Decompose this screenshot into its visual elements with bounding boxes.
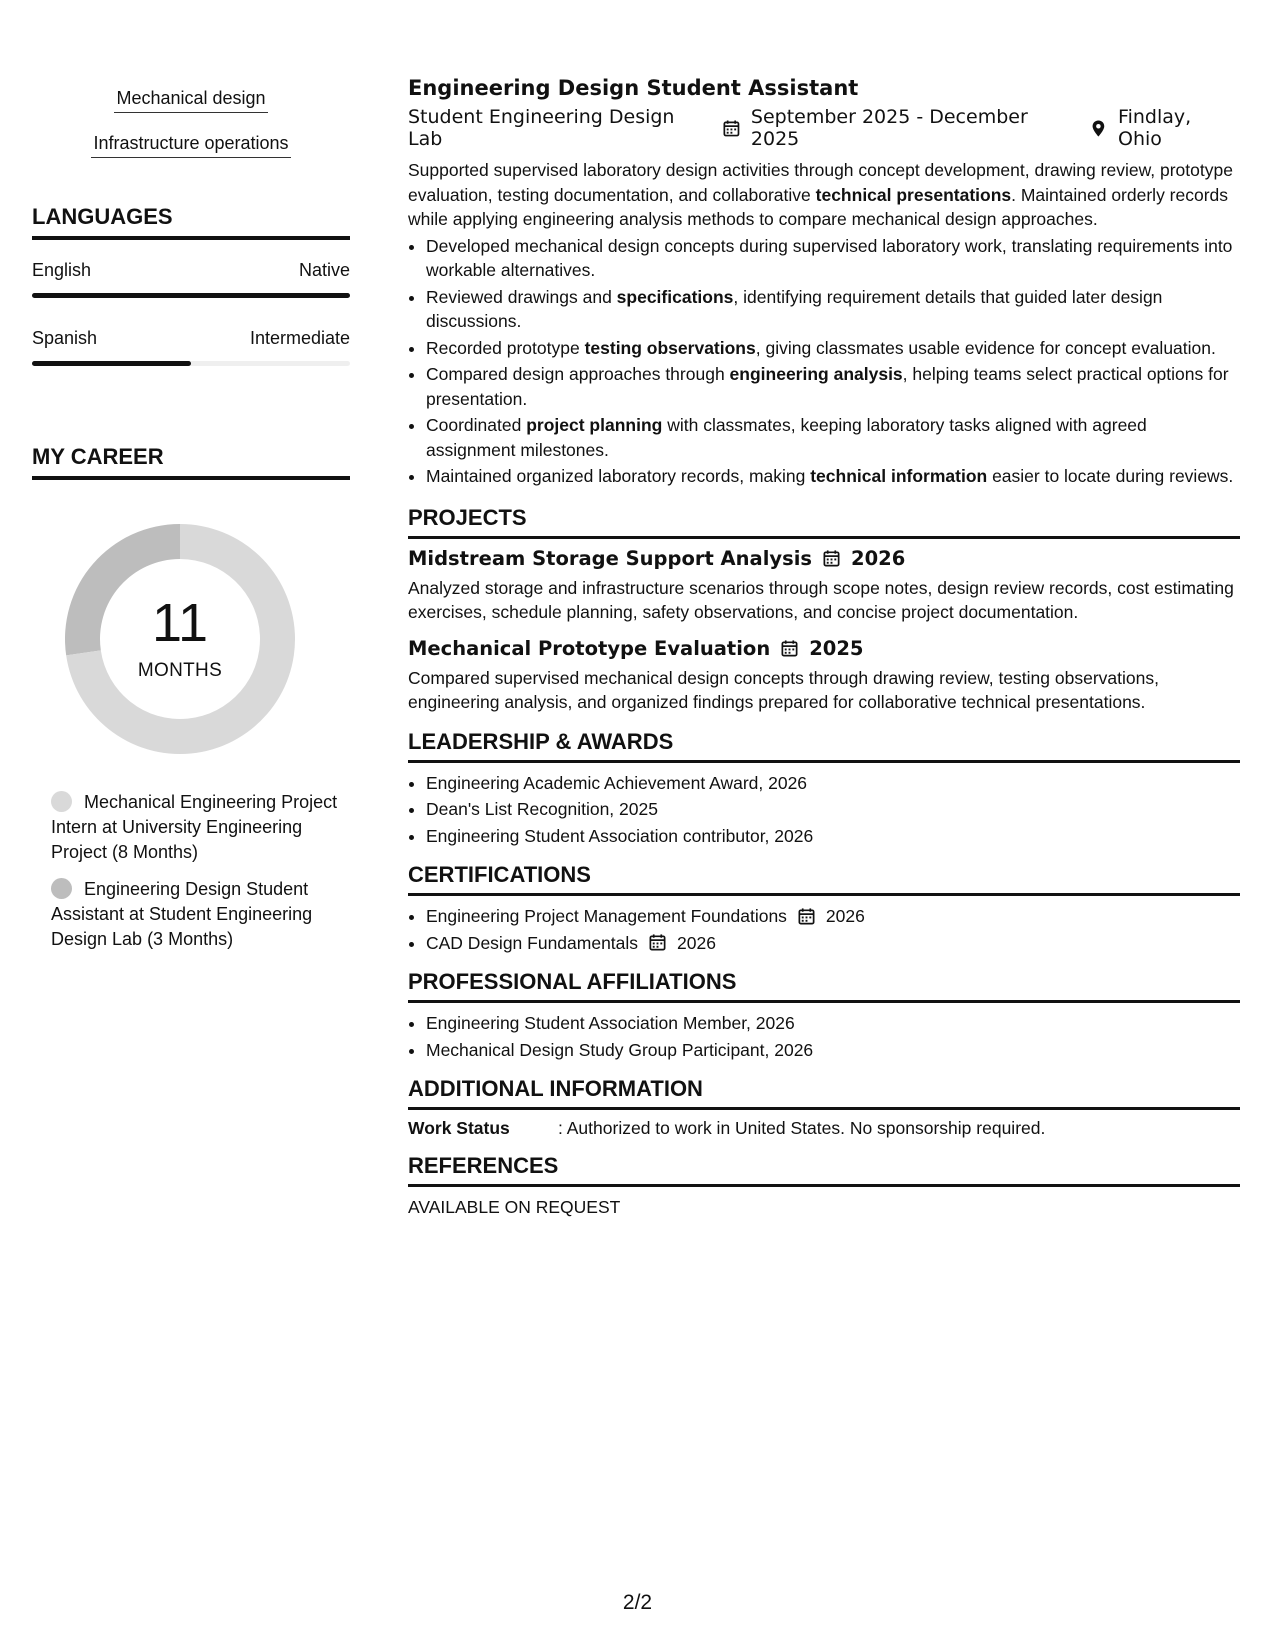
career-item-text: Mechanical Engineering Project Intern at University Engineering Project (8 Months) xyxy=(51,792,338,862)
project-item xyxy=(408,637,1240,715)
map-pin-icon xyxy=(1089,119,1108,138)
calendar-icon xyxy=(822,549,841,568)
skill-list xyxy=(32,84,350,174)
affiliation-item: • Engineering Student Association Member, 2026 xyxy=(426,1011,1240,1036)
certifications-list xyxy=(408,904,1240,955)
work-status-label: Work Status xyxy=(408,1118,510,1138)
skill-item: Mechanical design xyxy=(114,88,267,113)
certification-year: 2026 xyxy=(677,932,716,953)
body-text: with classmates, keeping laboratory tasks aligned with agreed assignment milestones. xyxy=(426,415,1147,460)
certification-item xyxy=(426,931,1240,956)
language-bar xyxy=(32,361,350,366)
award-item: • Engineering Academic Achievement Award, 2026 xyxy=(426,771,1240,796)
affiliations-list xyxy=(408,1011,1240,1062)
language-level: Intermediate xyxy=(249,328,350,348)
career-dot xyxy=(51,791,72,812)
certification-item xyxy=(426,904,1240,929)
body-text: Coordinated xyxy=(426,415,527,435)
project-item xyxy=(408,547,1240,625)
job-bullet xyxy=(426,413,1240,462)
career-total-value: 11 xyxy=(151,593,209,653)
project-description: Compared supervised mechanical design concepts through drawing review, testing observations, engineering analysis, and organized findings prepared for collaborative technical presentations. xyxy=(408,667,1159,712)
main-content xyxy=(408,76,1240,1218)
references-title: REFERENCES xyxy=(408,1153,1240,1187)
job-bullet xyxy=(426,464,1240,489)
projects-title: PROJECTS xyxy=(408,505,1240,539)
body-text: , helping teams select practical options for presentation. xyxy=(426,364,1229,409)
emphasis-text: project planning xyxy=(526,415,663,435)
emphasis-text: testing observations xyxy=(584,337,756,358)
languages-title: LANGUAGES xyxy=(32,204,350,240)
affiliations-title: PROFESSIONAL AFFILIATIONS xyxy=(408,969,1240,1003)
job-bullet xyxy=(426,285,1240,334)
emphasis-text: technical information xyxy=(810,466,988,486)
emphasis-text: engineering analysis xyxy=(729,364,903,384)
language-bar-fill xyxy=(32,361,191,366)
career-dot xyxy=(51,878,72,899)
career-donut xyxy=(65,524,295,754)
job-dates: September 2025 - December 2025 xyxy=(750,106,1028,150)
project-year: 2025 xyxy=(809,636,864,660)
awards-list xyxy=(408,771,1240,849)
career-item xyxy=(51,790,350,865)
project-year: 2026 xyxy=(851,546,906,570)
job-bullet xyxy=(426,234,1240,283)
emphasis-text: technical presentations xyxy=(815,184,1012,205)
career-item-text: Engineering Design Student Assistant at Student Engineering Design Lab (3 Months) xyxy=(51,879,313,949)
awards-title: LEADERSHIP & AWARDS xyxy=(408,729,1240,763)
project-name: Midstream Storage Support Analysis xyxy=(408,546,812,570)
job-bullets xyxy=(408,234,1240,489)
project-name: Mechanical Prototype Evaluation xyxy=(408,636,771,660)
job-bullet xyxy=(426,362,1240,411)
languages-section xyxy=(32,204,350,366)
references-text: AVAILABLE ON REQUEST xyxy=(408,1197,621,1217)
job-bullet xyxy=(426,336,1240,361)
body-text: , giving classmates usable evidence for concept evaluation. xyxy=(755,337,1216,358)
language-bar xyxy=(32,293,350,298)
career-total-unit: MONTHS xyxy=(137,660,223,681)
award-item: • Engineering Student Association contributor, 2026 xyxy=(426,824,1240,849)
calendar-icon xyxy=(780,639,799,658)
certification-year: 2026 xyxy=(825,906,865,926)
job-entry xyxy=(408,76,1240,489)
work-status-value: : Authorized to work in United States. No sponsorship required. xyxy=(558,1118,1046,1138)
body-text: Maintained organized laboratory records, making xyxy=(426,466,811,486)
calendar-icon xyxy=(722,119,741,138)
calendar-icon xyxy=(797,907,816,926)
body-text: Compared design approaches through xyxy=(426,364,730,384)
emphasis-text: specifications xyxy=(616,286,734,307)
affiliation-item: • Mechanical Design Study Group Participant, 2026 xyxy=(426,1038,1240,1063)
body-text: Recorded prototype xyxy=(426,337,585,358)
language-name: Spanish xyxy=(32,328,98,348)
additional-info-title: ADDITIONAL INFORMATION xyxy=(408,1076,1240,1110)
certification-name: • CAD Design Fundamentals xyxy=(426,932,639,953)
project-description: Analyzed storage and infrastructure scenarios through scope notes, design review records, cost estimating exercises, schedule planning, safety observations, and concise project documentation. xyxy=(408,577,1234,622)
language-item xyxy=(32,328,350,366)
career-list xyxy=(32,790,350,952)
language-item xyxy=(32,260,350,298)
body-text: Reviewed drawings and xyxy=(426,286,617,307)
language-name: English xyxy=(32,260,92,280)
page-number: 2/2 xyxy=(622,1591,653,1614)
certification-name: • Engineering Project Management Foundations xyxy=(426,906,787,926)
body-text: Developed mechanical design concepts during supervised laboratory work, translating requirements into workable alternatives. xyxy=(426,235,1233,280)
career-title: MY CAREER xyxy=(32,444,350,480)
job-meta xyxy=(408,106,1240,150)
skill-item: Infrastructure operations xyxy=(91,133,290,158)
career-item xyxy=(51,877,350,952)
body-text: . Maintained orderly records while applying engineering analysis methods to compare mechanical design approaches. xyxy=(408,184,1229,229)
job-title: Engineering Design Student Assistant xyxy=(408,76,859,100)
body-text: Supported supervised laboratory design activities through concept development, drawing review, prototype evaluation, testing documentation, and collaborative xyxy=(408,160,1233,205)
job-summary xyxy=(408,158,1240,232)
language-bar-fill xyxy=(32,293,350,298)
language-level: Native xyxy=(298,260,350,280)
job-company: Student Engineering Design Lab xyxy=(408,106,675,150)
career-section xyxy=(32,444,350,952)
calendar-icon xyxy=(648,933,667,952)
body-text: easier to locate during reviews. xyxy=(987,466,1234,486)
sidebar xyxy=(32,84,350,964)
job-location: Findlay, Ohio xyxy=(1118,106,1192,150)
work-status-row xyxy=(408,1118,1240,1139)
certifications-title: CERTIFICATIONS xyxy=(408,862,1240,896)
award-item: • Dean's List Recognition, 2025 xyxy=(426,797,1240,822)
body-text: , identifying requirement details that guided later design discussions. xyxy=(426,286,1163,331)
